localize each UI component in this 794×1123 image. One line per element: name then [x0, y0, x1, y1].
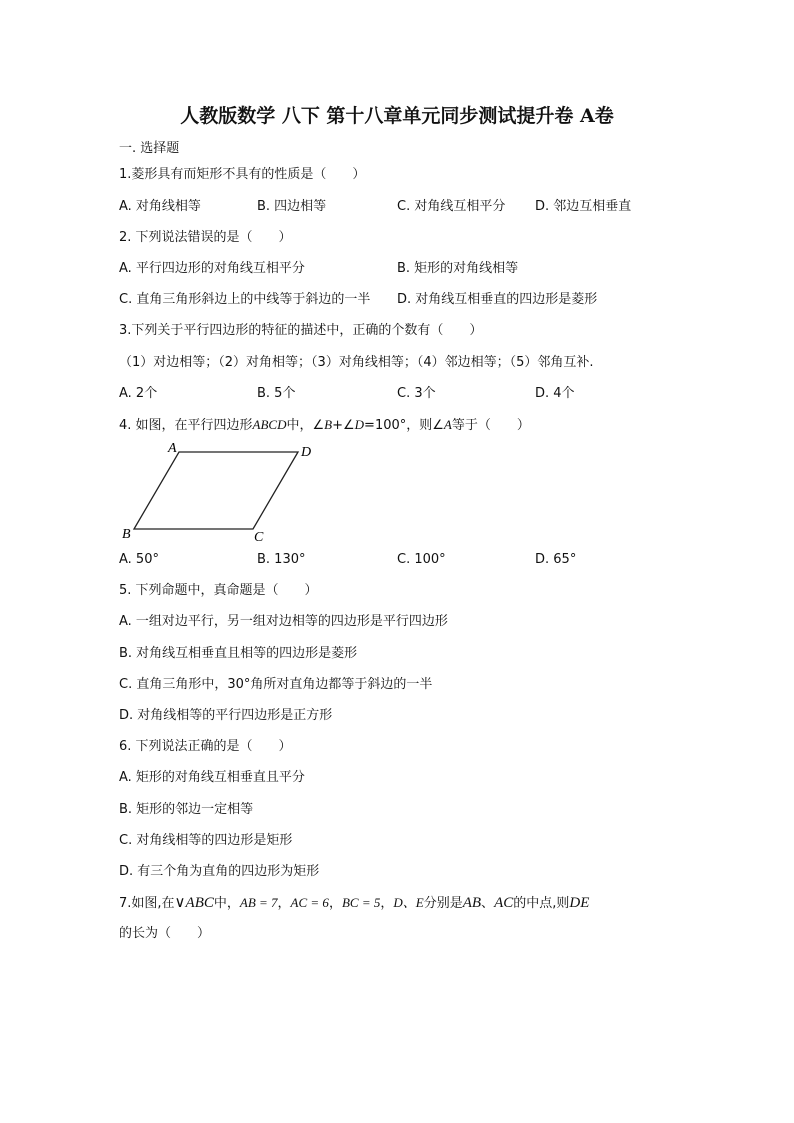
question-1-stem: 1.菱形具有而矩形不具有的性质是（ ） — [119, 167, 366, 182]
q5-option-d: D. 对角线相等的平行四边形是正方形 — [119, 708, 333, 723]
q3-option-b: B. 5个 — [257, 386, 296, 401]
q7-p3: ， — [277, 896, 291, 911]
q4-stem-pre: 4. 如图，在平行四边形 — [119, 418, 253, 433]
vertex-label-b: B — [122, 527, 131, 542]
q2-option-c: C. 直角三角形斜边上的中线等于斜边的一半 — [119, 292, 371, 307]
parallelogram-shape — [134, 452, 298, 529]
page-title: 人教版数学 八下 第十八章单元同步测试提升卷 A卷 — [180, 105, 614, 127]
q7-bc-value: BC = 5 — [341, 895, 381, 910]
q7-p7: 、 — [481, 896, 495, 911]
q7-ac-value: AC = 6 — [290, 895, 329, 910]
q6-option-b: B. 矩形的邻边一定相等 — [119, 802, 254, 817]
q4-stem-abcd: ABCD — [252, 417, 287, 432]
vertex-label-a: A — [168, 441, 177, 456]
question-5-stem: 5. 下列命题中，真命题是（ ） — [119, 583, 318, 598]
q7-de-label: DE — [569, 895, 590, 911]
q4-stem-end: 等于（ ） — [451, 418, 530, 433]
q1-option-a: A. 对角线相等 — [119, 199, 201, 214]
q5-option-c: C. 直角三角形中，30°角所对直角边都等于斜边的一半 — [119, 677, 433, 692]
q1-option-b: B. 四边相等 — [257, 199, 327, 214]
question-2-stem: 2. 下列说法错误的是（ ） — [119, 230, 292, 245]
q6-option-d: D. 有三个角为直角的四边形为矩形 — [119, 864, 320, 879]
q7-p8: 的中点,则 — [513, 896, 570, 911]
q5-option-a: A. 一组对边平行，另一组对边相等的四边形是平行四边形 — [119, 614, 448, 629]
q4-stem-a: A — [443, 417, 452, 432]
q3-option-c: C. 3个 — [397, 386, 436, 401]
q7-ab-label: AB — [462, 895, 482, 911]
q7-p6: 分别是 — [423, 896, 463, 911]
q7-ab-value: AB = 7 — [239, 895, 278, 910]
vertex-label-c: C — [254, 530, 264, 544]
q7-p1: 7.如图,在 — [119, 896, 175, 911]
q2-option-d: D. 对角线互相垂直的四边形是菱形 — [397, 292, 598, 307]
section-heading: 一. 选择题 — [119, 141, 180, 156]
q2-option-a: A. 平行四边形的对角线互相平分 — [119, 261, 305, 276]
q4-option-d: D. 65° — [535, 552, 577, 567]
q4-stem-b: B — [324, 417, 333, 432]
q4-stem-mid: 中，∠ — [286, 418, 325, 433]
question-7-stem-line1 — [119, 895, 589, 912]
q2-option-b: B. 矩形的对角线相等 — [397, 261, 519, 276]
vertex-label-d: D — [301, 445, 312, 460]
q4-option-b: B. 130° — [257, 552, 306, 567]
q4-option-c: C. 100° — [397, 552, 446, 567]
question-4-stem — [119, 417, 530, 434]
q5-option-b: B. 对角线互相垂直且相等的四边形是菱形 — [119, 646, 358, 661]
q4-option-a: A. 50° — [119, 552, 159, 567]
q7-triangle: ∨ABC — [174, 895, 214, 911]
q6-option-c: C. 对角线相等的四边形是矩形 — [119, 833, 293, 848]
q7-ac-label: AC — [494, 895, 514, 911]
q4-stem-d: D — [354, 417, 365, 432]
q3-option-a: A. 2个 — [119, 386, 158, 401]
q7-de-points: D、E — [393, 895, 424, 910]
q7-p5: ， — [380, 896, 394, 911]
q1-option-d: D. 邻边互相垂直 — [535, 199, 632, 214]
q4-stem-plus: +∠ — [332, 418, 355, 433]
q7-p4: ， — [328, 896, 342, 911]
q1-option-c: C. 对角线互相平分 — [397, 199, 506, 214]
question-3-stem: 3.下列关于平行四边形的特征的描述中，正确的个数有（ ） — [119, 323, 483, 338]
question-6-stem: 6. 下列说法正确的是（ ） — [119, 739, 292, 754]
q3-option-d: D. 4个 — [535, 386, 575, 401]
parallelogram-figure — [118, 440, 328, 544]
question-7-stem-line2: 的长为（ ） — [119, 926, 211, 941]
q7-p2: 中， — [213, 896, 240, 911]
q4-stem-post: =100°，则∠ — [364, 418, 444, 433]
question-3-items: （1）对边相等；（2）对角相等；（3）对角线相等；（4）邻边相等；（5）邻角互补. — [119, 355, 594, 370]
q6-option-a: A. 矩形的对角线互相垂直且平分 — [119, 770, 305, 785]
